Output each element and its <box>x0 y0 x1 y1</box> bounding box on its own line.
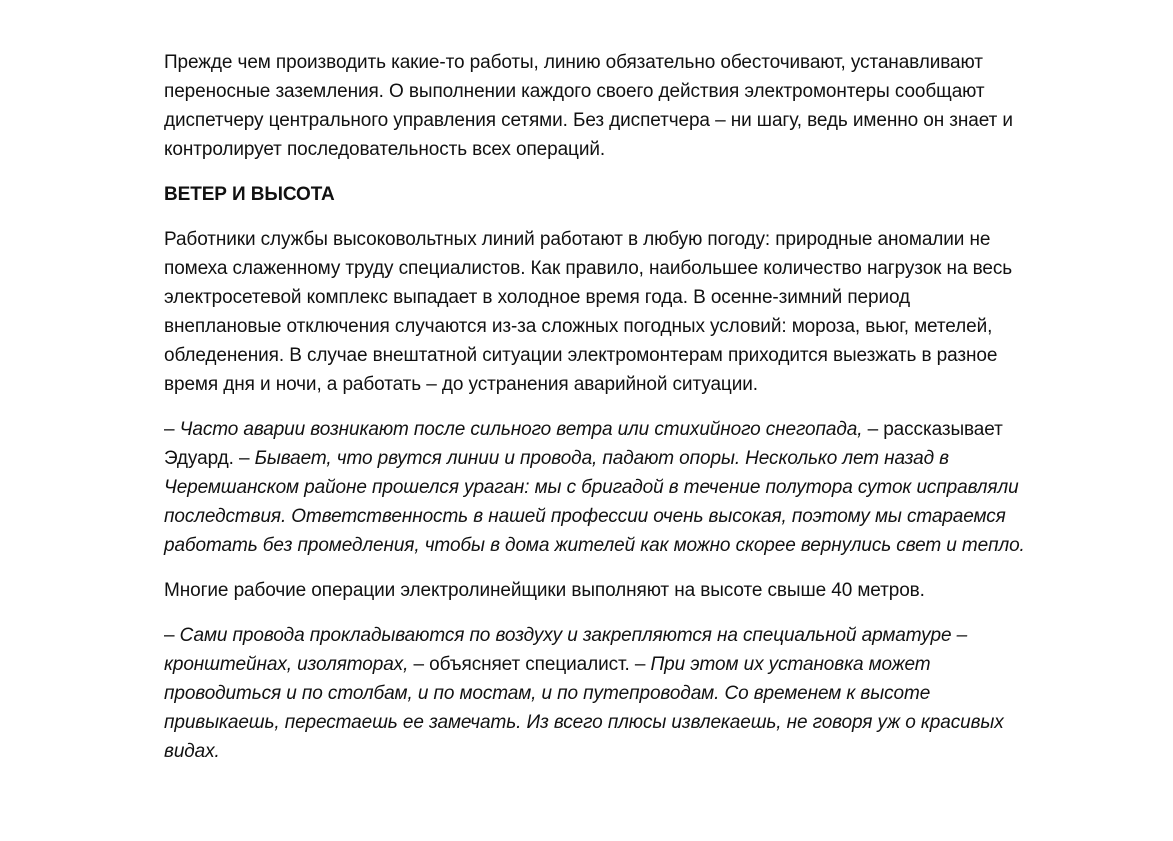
text-line: электросетевой комплекс выпадает в холодное время года. В осенне-зимний период <box>164 287 911 308</box>
text-line: Прежде чем производить какие-то работы, линию обязательно обесточивают, устанавливают <box>164 52 983 73</box>
quote-text: привыкаешь, перестаешь ее замечать. Из всего плюсы извлекаешь, не говоря уж о красивых <box>164 712 1004 733</box>
paragraph-intro <box>164 48 1099 164</box>
quote-text: проводиться и по столбам, и по мостам, и по путепроводам. Со временем к высоте <box>164 683 931 704</box>
text-line <box>164 679 1099 708</box>
text-line <box>164 502 1099 531</box>
text-line: Работники службы высоковольтных линий работают в любую погоду: природные аномалии не <box>164 229 991 250</box>
attribution-text: Эдуард. – <box>164 448 255 469</box>
text-line <box>164 621 1099 650</box>
quote-text: Сами провода прокладываются по воздуху и закрепляются на специальной арматуре – <box>179 625 968 646</box>
text-line: Многие рабочие операции электролинейщики выполняют на высоте свыше 40 метров. <box>164 580 925 601</box>
attribution-text: – рассказывает <box>862 419 1003 440</box>
document-body <box>164 48 1099 782</box>
text-line: обледенения. В случае внештатной ситуации электромонтерам приходится выезжать в разное <box>164 345 998 366</box>
quote-text: При этом их установка может <box>650 654 931 675</box>
paragraph-quote-eduard <box>164 415 1099 560</box>
text-line: помеха слаженному труду специалистов. Как правило, наибольшее количество нагрузок на весь <box>164 258 1013 279</box>
paragraph-weather <box>164 225 1099 399</box>
text-line <box>164 708 1099 737</box>
quote-text: работать без промедления, чтобы в дома жителей как можно скорее вернулись свет и тепло. <box>164 535 1025 556</box>
text-line: время дня и ночи, а работать – до устранения аварийной ситуации. <box>164 374 758 395</box>
text-line <box>164 473 1099 502</box>
text-line <box>164 415 1099 444</box>
quote-text: кронштейнах, изоляторах, <box>164 654 409 675</box>
quote-text: Часто аварии возникают после сильного ветра или стихийного снегопада, <box>179 419 863 440</box>
text-line: переносные заземления. О выполнении каждого своего действия электромонтеры сообщают <box>164 81 985 102</box>
section-heading: ВЕТЕР И ВЫСОТА <box>164 184 335 205</box>
text-line <box>164 531 1099 560</box>
quote-text: видах. <box>164 741 220 762</box>
quote-text: Черемшанском районе прошелся ураган: мы с бригадой в течение полутора суток исправляли <box>164 477 1019 498</box>
quote-dash: – <box>164 419 180 440</box>
quote-dash: – <box>164 625 180 646</box>
text-line <box>164 444 1099 473</box>
quote-text: Бывает, что рвутся линии и провода, падают опоры. Несколько лет назад в <box>254 448 949 469</box>
attribution-text: – объясняет специалист. – <box>408 654 651 675</box>
quote-text: последствия. Ответственность в нашей профессии очень высокая, поэтому мы стараемся <box>164 506 1006 527</box>
text-line: диспетчеру центрального управления сетями. Без диспетчера – ни шагу, ведь именно он знает и <box>164 110 1013 131</box>
text-line <box>164 737 1099 766</box>
text-line: внеплановые отключения случаются из-за сложных погодных условий: мороза, вьюг, метелей, <box>164 316 993 337</box>
text-line: контролирует последовательность всех операций. <box>164 139 606 160</box>
paragraph-height <box>164 576 1099 605</box>
text-line <box>164 650 1099 679</box>
paragraph-quote-specialist <box>164 621 1099 766</box>
